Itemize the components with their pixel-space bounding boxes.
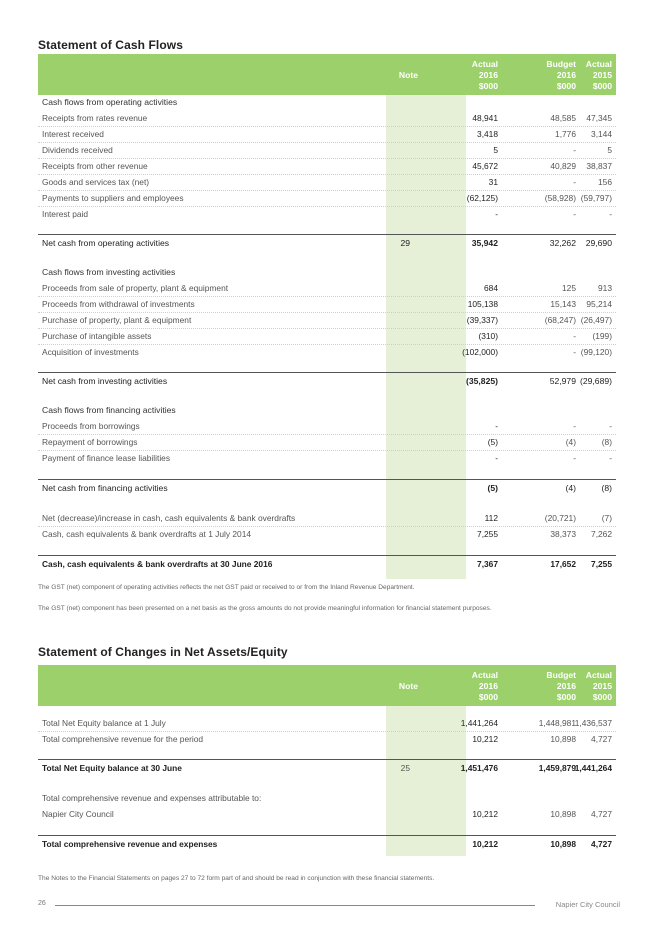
table-row: Net (decrease)/increase in cash, cash equivalents & bank overdrafts 112 (20,721) (7) [42, 513, 612, 523]
equity-title: Statement of Changes in Net Assets/Equity [38, 645, 288, 659]
table-row: Proceeds from withdrawal of investments 105,138 15,143 95,214 [42, 299, 612, 309]
table-row: Interest received 3,418 1,776 3,144 [42, 129, 612, 139]
table-row: Purchase of property, plant & equipment (39,337) (68,247) (26,497) [42, 315, 612, 325]
table-row: Cash, cash equivalents & bank overdrafts at 1 July 2014 7,255 38,373 7,262 [42, 529, 612, 539]
table-row: Acquisition of investments (102,000) - (99,120) [42, 347, 612, 357]
footer-rule [55, 905, 535, 906]
table-row: Repayment of borrowings (5) (4) (8) [42, 437, 612, 447]
organisation-name: Napier City Council [555, 900, 620, 909]
footnote: The GST (net) component has been presented on a net basis as the gross amounts do not provide meaningful information for financial statement purposes. [38, 605, 492, 612]
header-actual-2015: Actual 2015 $000 [585, 670, 612, 702]
table-row: Proceeds from sale of property, plant & equipment 684 125 913 [42, 283, 612, 293]
operating-total-row: Net cash from operating activities 29 35,942 32,262 29,690 [42, 238, 612, 248]
equity-header [38, 665, 616, 706]
header-actual-2016: Actual 2016 $000 [471, 59, 498, 91]
section-heading: Cash flows from financing activities [42, 405, 176, 415]
table-row: Receipts from rates revenue 48,941 48,585 47,345 [42, 113, 612, 123]
table-row: Goods and services tax (net) 31 - 156 [42, 177, 612, 187]
attrib-heading: Total comprehensive revenue and expenses attributable to: [42, 793, 262, 803]
table-row: Receipts from other revenue 45,672 40,829 38,837 [42, 161, 612, 171]
investing-total-row: Net cash from investing activities (35,825) 52,979 (29,689) [42, 376, 612, 386]
header-budget-2016: Budget 2016 $000 [546, 59, 576, 91]
closing-cash-row: Cash, cash equivalents & bank overdrafts at 30 June 2016 7,367 17,652 7,255 [42, 559, 612, 569]
header-actual-2016: Actual 2016 $000 [471, 670, 498, 702]
section-heading: Cash flows from operating activities [42, 97, 178, 107]
page-number: 26 [38, 900, 46, 907]
table-row: Total comprehensive revenue for the period 10,212 10,898 4,727 [42, 734, 612, 744]
table-row: Interest paid - - - [42, 209, 612, 219]
table-row: Napier City Council 10,212 10,898 4,727 [42, 809, 612, 819]
cash-flows-title: Statement of Cash Flows [38, 38, 183, 52]
table-row: Dividends received 5 - 5 [42, 145, 612, 155]
table-row: Payment of finance lease liabilities - - - [42, 453, 612, 463]
table-row: Purchase of intangible assets (310) - (199) [42, 331, 612, 341]
header-note: Note [398, 70, 418, 80]
header-actual-2015: Actual 2015 $000 [585, 59, 612, 91]
equity-total-row: Total Net Equity balance at 30 June 25 1,451,476 1,459,879 1,441,264 [42, 763, 612, 773]
footnote: The Notes to the Financial Statements on pages 27 to 72 form part of and should be read in conjunction with these financial statements. [38, 875, 435, 882]
header-note: Note [398, 681, 418, 691]
section-heading: Cash flows from investing activities [42, 267, 176, 277]
financing-total-row: Net cash from financing activities (5) (4) (8) [42, 483, 612, 493]
table-row: Total Net Equity balance at 1 July 1,441,264 1,448,981 1,436,537 [42, 718, 612, 728]
footnote: The GST (net) component of operating activities reflects the net GST paid or received to or from the Inland Revenue Department. [38, 584, 415, 591]
equity-final-row: Total comprehensive revenue and expenses 10,212 10,898 4,727 [42, 839, 612, 849]
cash-flows-header [38, 54, 616, 95]
table-row: Proceeds from borrowings - - - [42, 421, 612, 431]
table-row: Payments to suppliers and employees (62,125) (58,928) (59,797) [42, 193, 612, 203]
header-budget-2016: Budget 2016 $000 [546, 670, 576, 702]
